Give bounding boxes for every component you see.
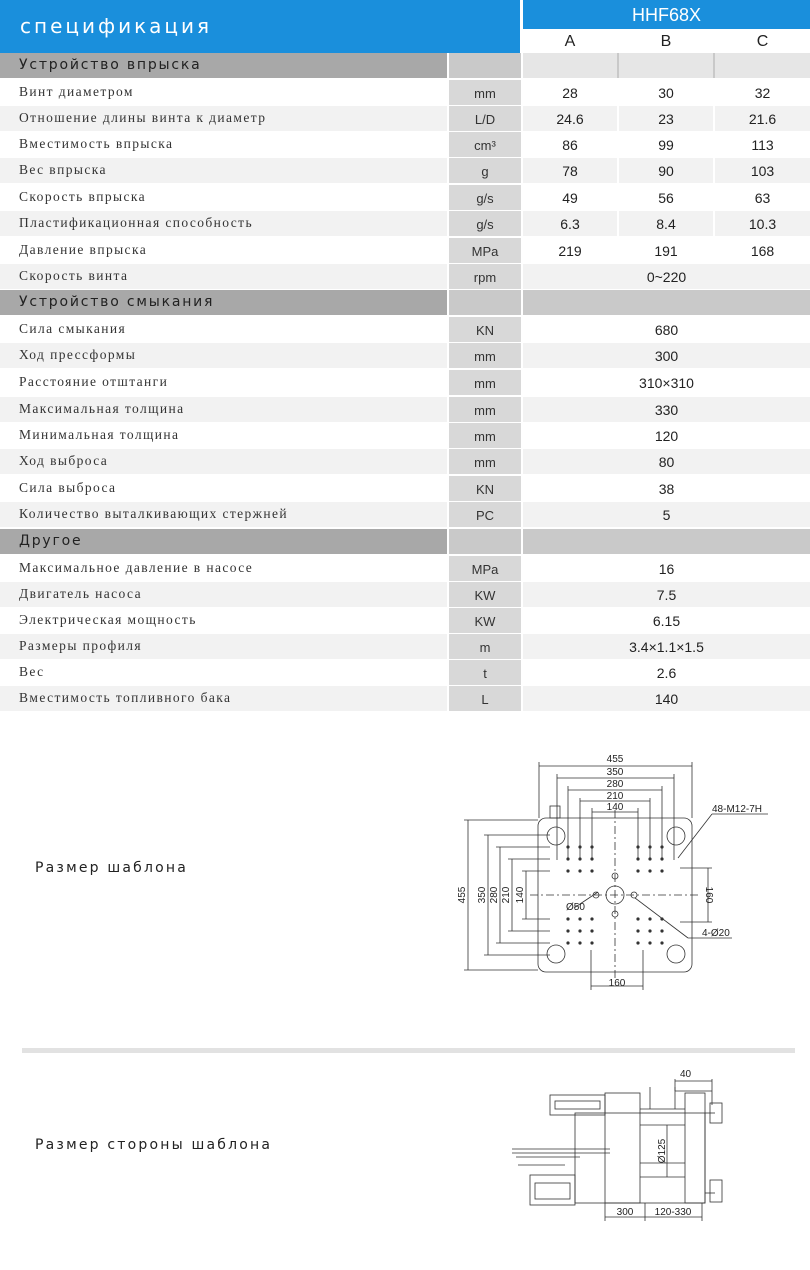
- spec-value-a: 86: [562, 137, 578, 153]
- spec-unit: mm: [449, 449, 521, 474]
- spec-value-a: 24.6: [523, 106, 617, 131]
- spec-label: Давление впрыска: [19, 242, 148, 257]
- spec-row: [0, 634, 810, 659]
- spec-value-b: 90: [619, 158, 713, 183]
- page-title: спецификация: [0, 0, 520, 53]
- spec-value-a: 6.3: [523, 211, 617, 236]
- spec-label: Скорость впрыска: [19, 189, 147, 204]
- column-header-c: C: [756, 33, 769, 50]
- dim-left-455: 455: [457, 886, 468, 904]
- spec-row: [0, 502, 810, 527]
- column-header-b: B: [660, 33, 672, 50]
- spec-row: [0, 132, 810, 157]
- spec-label: Вместимость топливного бака: [0, 686, 447, 711]
- spec-label: Электрическая мощность: [19, 612, 197, 627]
- spec-unit: KN: [449, 476, 521, 501]
- dim-top-350: 350: [606, 767, 624, 778]
- spec-value: 330: [523, 397, 810, 422]
- section-header-clamping: [0, 290, 810, 315]
- spec-value: 2.6: [656, 665, 677, 681]
- callout-threaded-holes: 48-M12-7H: [712, 804, 763, 815]
- spec-row: [0, 238, 810, 263]
- spec-row: [0, 158, 810, 183]
- spec-unit: g/s: [449, 211, 521, 236]
- spec-row: [0, 185, 810, 210]
- spec-unit: KW: [449, 582, 521, 607]
- spec-label: Расстояние отштанги: [19, 374, 169, 389]
- spec-value: 6.15: [652, 613, 681, 629]
- dim-left-350: 350: [477, 886, 488, 904]
- spec-unit: m: [449, 634, 521, 659]
- spec-value-c: 10.3: [715, 211, 810, 236]
- spec-label: Максимальное давление в насосе: [19, 560, 254, 575]
- spec-value-b: 99: [658, 137, 674, 153]
- spec-header: [0, 0, 810, 53]
- spec-unit: L: [449, 686, 521, 711]
- spec-value-b: 56: [658, 190, 674, 206]
- section-title: Устройство впрыска: [0, 53, 447, 78]
- spec-unit: KW: [449, 608, 521, 633]
- spec-row: [0, 608, 810, 633]
- section-title: Другое: [0, 529, 447, 554]
- spec-row: [0, 449, 810, 474]
- dim-top-455: 455: [606, 754, 624, 765]
- spec-row: [0, 106, 810, 131]
- spec-value: 120: [654, 428, 679, 444]
- spec-unit: g: [449, 158, 521, 183]
- spec-value: 680: [654, 322, 679, 338]
- dim-left-140: 140: [515, 886, 526, 904]
- section-header-injection: [0, 53, 810, 78]
- spec-row: [0, 556, 810, 581]
- spec-label: Ход прессформы: [0, 343, 447, 368]
- dim-side-stroke: 300: [616, 1207, 634, 1218]
- spec-value: 38: [658, 481, 675, 497]
- spec-unit: rpm: [449, 264, 521, 289]
- spec-label: Вес: [19, 664, 45, 679]
- spec-value: 3.4×1.1×1.5: [523, 634, 810, 659]
- spec-label: Вместимость впрыска: [19, 136, 174, 151]
- spec-value-b: 30: [658, 85, 674, 101]
- dim-bottom-160: 160: [608, 978, 626, 989]
- spec-value-a: 49: [562, 190, 578, 206]
- spec-value: 0~220: [523, 264, 810, 289]
- spec-value: 7.5: [523, 582, 810, 607]
- spec-value: 140: [523, 686, 810, 711]
- dim-side-diameter: Ø125: [657, 1138, 668, 1164]
- callout-locating-holes: 4-Ø20: [702, 928, 730, 939]
- spec-row: [0, 686, 810, 711]
- spec-label: Размеры профиля: [0, 634, 447, 659]
- side-size-caption: Размер стороны шаблона: [35, 1137, 273, 1153]
- template-size-caption: Размер шаблона: [35, 860, 189, 876]
- spec-unit: MPa: [449, 238, 521, 263]
- spec-value: 16: [658, 561, 675, 577]
- spec-label: Пластификационная способность: [0, 211, 447, 236]
- spec-label: Скорость винта: [0, 264, 447, 289]
- spec-row: [0, 660, 810, 685]
- spec-unit: g/s: [449, 185, 521, 210]
- spec-unit: mm: [449, 80, 521, 105]
- callout-center-bore: Ø50: [566, 902, 585, 913]
- spec-unit: t: [449, 660, 521, 685]
- spec-value-b: 23: [619, 106, 713, 131]
- spec-value-c: 103: [715, 158, 810, 183]
- spec-label: Ход выброса: [0, 449, 447, 474]
- spec-value-a: 219: [558, 243, 582, 259]
- spec-label: Сила выброса: [19, 480, 117, 495]
- spec-row: [0, 423, 810, 448]
- model-name: HHF68X: [523, 0, 810, 29]
- spec-unit: L/D: [449, 106, 521, 131]
- spec-label: Отношение длины винта к диаметр: [0, 106, 447, 131]
- spec-row: [0, 211, 810, 236]
- spec-unit: mm: [449, 343, 521, 368]
- column-header-a: A: [564, 33, 576, 50]
- dim-left-280: 280: [489, 886, 500, 904]
- dim-left-210: 210: [501, 886, 512, 904]
- spec-unit: cm³: [449, 132, 521, 157]
- spec-unit: KN: [449, 317, 521, 342]
- spec-label: Вес впрыска: [0, 158, 447, 183]
- spec-unit: MPa: [449, 556, 521, 581]
- spec-row: [0, 397, 810, 422]
- spec-row: [0, 80, 810, 105]
- spec-value-b: 191: [654, 243, 678, 259]
- spec-value: 5: [523, 502, 810, 527]
- spec-value-c: 63: [754, 190, 771, 206]
- spec-label: Минимальная толщина: [19, 427, 180, 442]
- spec-value-b: 8.4: [619, 211, 713, 236]
- section-header-other: [0, 529, 810, 554]
- spec-value-c: 32: [754, 85, 771, 101]
- spec-value: 300: [523, 343, 810, 368]
- spec-unit: mm: [449, 423, 521, 448]
- dim-top-140: 140: [606, 802, 624, 813]
- dim-top-280: 280: [606, 779, 624, 790]
- spec-value-c: 113: [751, 137, 774, 153]
- dim-side-40: 40: [680, 1069, 692, 1080]
- spec-row: [0, 317, 810, 342]
- spec-value-c: 21.6: [715, 106, 810, 131]
- spec-value: 80: [523, 449, 810, 474]
- spec-label: Сила смыкания: [19, 321, 127, 336]
- spec-unit: PC: [449, 502, 521, 527]
- platen-template-drawing: [450, 750, 790, 1000]
- spec-row: [0, 343, 810, 368]
- spec-label: Двигатель насоса: [0, 582, 447, 607]
- dim-side-range: 120-330: [654, 1207, 692, 1218]
- spec-value-c: 168: [750, 243, 775, 259]
- spec-value: 310×310: [639, 375, 694, 391]
- spec-unit: mm: [449, 397, 521, 422]
- spec-label: Количество выталкивающих стержней: [0, 502, 447, 527]
- spec-row: [0, 264, 810, 289]
- spec-row: [0, 370, 810, 395]
- dim-right-160: 160: [703, 886, 714, 904]
- spec-value-a: 78: [523, 158, 617, 183]
- spec-value-a: 28: [562, 85, 578, 101]
- section-divider: [22, 1048, 795, 1053]
- spec-label: Винт диаметром: [19, 84, 134, 99]
- spec-label: Максимальная толщина: [0, 397, 447, 422]
- spec-row: [0, 476, 810, 501]
- side-template-drawing: [510, 1065, 760, 1225]
- dim-top-210: 210: [606, 791, 624, 802]
- spec-unit: mm: [449, 370, 521, 395]
- spec-row: [0, 582, 810, 607]
- section-title: Устройство смыкания: [0, 290, 447, 315]
